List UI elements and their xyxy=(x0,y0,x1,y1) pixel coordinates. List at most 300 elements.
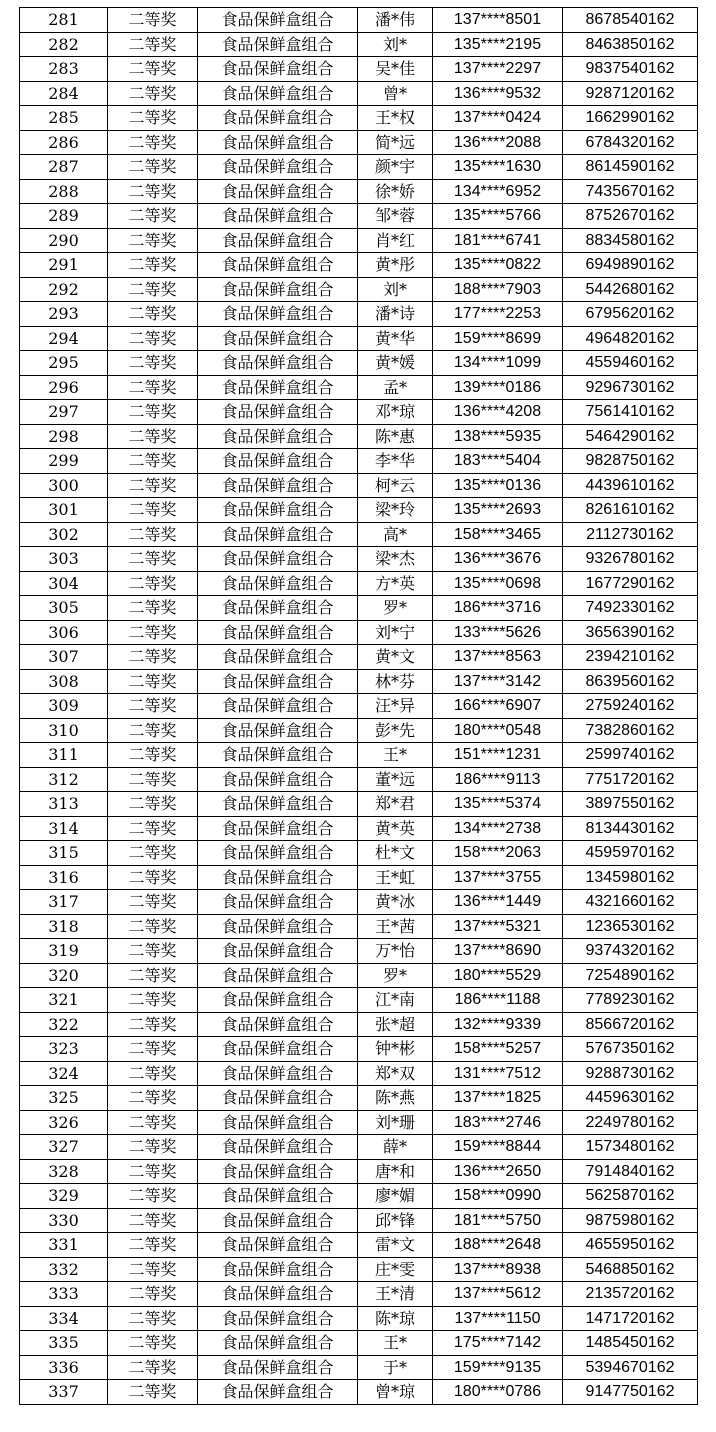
cell-name: 梁*杰 xyxy=(358,547,433,572)
cell-name: 王*权 xyxy=(358,106,433,131)
cell-name: 雷*文 xyxy=(358,1233,433,1258)
cell-index: 323 xyxy=(20,1037,108,1062)
cell-name: 高* xyxy=(358,522,433,547)
cell-name: 钟*彬 xyxy=(358,1037,433,1062)
cell-code: 2249780162 xyxy=(563,1110,698,1135)
cell-item: 食品保鲜盒组合 xyxy=(198,571,358,596)
cell-prize: 二等奖 xyxy=(108,1282,198,1307)
cell-prize: 二等奖 xyxy=(108,302,198,327)
cell-prize: 二等奖 xyxy=(108,1355,198,1380)
cell-name: 郑*双 xyxy=(358,1061,433,1086)
cell-prize: 二等奖 xyxy=(108,81,198,106)
cell-index: 335 xyxy=(20,1331,108,1356)
cell-phone: 133****5626 xyxy=(433,620,563,645)
cell-code: 8463850162 xyxy=(563,32,698,57)
cell-name: 李*华 xyxy=(358,449,433,474)
cell-prize: 二等奖 xyxy=(108,1012,198,1037)
cell-name: 汪*异 xyxy=(358,694,433,719)
cell-code: 7382860162 xyxy=(563,718,698,743)
cell-code: 9147750162 xyxy=(563,1380,698,1405)
cell-index: 297 xyxy=(20,400,108,425)
cell-prize: 二等奖 xyxy=(108,57,198,82)
table-row xyxy=(20,400,698,425)
cell-code: 8639560162 xyxy=(563,669,698,694)
cell-code: 8261610162 xyxy=(563,498,698,523)
cell-phone: 137****3142 xyxy=(433,669,563,694)
cell-phone: 151****1231 xyxy=(433,743,563,768)
cell-index: 312 xyxy=(20,767,108,792)
cell-name: 罗* xyxy=(358,596,433,621)
table-row xyxy=(20,988,698,1013)
cell-prize: 二等奖 xyxy=(108,645,198,670)
cell-code: 7914840162 xyxy=(563,1159,698,1184)
table-row xyxy=(20,228,698,253)
cell-code: 2394210162 xyxy=(563,645,698,670)
cell-phone: 135****0822 xyxy=(433,253,563,278)
cell-prize: 二等奖 xyxy=(108,424,198,449)
cell-item: 食品保鲜盒组合 xyxy=(198,449,358,474)
cell-index: 331 xyxy=(20,1233,108,1258)
cell-index: 289 xyxy=(20,204,108,229)
table-row xyxy=(20,1110,698,1135)
cell-item: 食品保鲜盒组合 xyxy=(198,694,358,719)
table-row xyxy=(20,277,698,302)
cell-code: 9288730162 xyxy=(563,1061,698,1086)
cell-prize: 二等奖 xyxy=(108,963,198,988)
table-row xyxy=(20,645,698,670)
cell-name: 黄*冰 xyxy=(358,890,433,915)
cell-prize: 二等奖 xyxy=(108,130,198,155)
cell-name: 曾* xyxy=(358,81,433,106)
cell-index: 308 xyxy=(20,669,108,694)
cell-phone: 134****2738 xyxy=(433,816,563,841)
table-row xyxy=(20,81,698,106)
cell-name: 潘*诗 xyxy=(358,302,433,327)
cell-index: 291 xyxy=(20,253,108,278)
cell-code: 7789230162 xyxy=(563,988,698,1013)
cell-name: 杜*文 xyxy=(358,841,433,866)
cell-item: 食品保鲜盒组合 xyxy=(198,351,358,376)
cell-item: 食品保鲜盒组合 xyxy=(198,473,358,498)
cell-code: 2599740162 xyxy=(563,743,698,768)
cell-phone: 180****0786 xyxy=(433,1380,563,1405)
cell-name: 吴*佳 xyxy=(358,57,433,82)
cell-index: 336 xyxy=(20,1355,108,1380)
cell-index: 298 xyxy=(20,424,108,449)
table-row xyxy=(20,8,698,33)
cell-item: 食品保鲜盒组合 xyxy=(198,718,358,743)
table-row xyxy=(20,302,698,327)
cell-item: 食品保鲜盒组合 xyxy=(198,424,358,449)
cell-code: 4439610162 xyxy=(563,473,698,498)
cell-prize: 二等奖 xyxy=(108,253,198,278)
cell-phone: 136****3676 xyxy=(433,547,563,572)
cell-item: 食品保鲜盒组合 xyxy=(198,596,358,621)
cell-item: 食品保鲜盒组合 xyxy=(198,743,358,768)
cell-phone: 135****5374 xyxy=(433,792,563,817)
cell-phone: 136****1449 xyxy=(433,890,563,915)
table-row xyxy=(20,1086,698,1111)
cell-code: 4655950162 xyxy=(563,1233,698,1258)
cell-prize: 二等奖 xyxy=(108,596,198,621)
cell-item: 食品保鲜盒组合 xyxy=(198,106,358,131)
cell-index: 330 xyxy=(20,1208,108,1233)
cell-code: 8834580162 xyxy=(563,228,698,253)
cell-name: 邹*蓉 xyxy=(358,204,433,229)
cell-phone: 139****0186 xyxy=(433,375,563,400)
cell-index: 317 xyxy=(20,890,108,915)
cell-prize: 二等奖 xyxy=(108,571,198,596)
cell-item: 食品保鲜盒组合 xyxy=(198,375,358,400)
cell-index: 322 xyxy=(20,1012,108,1037)
cell-prize: 二等奖 xyxy=(108,375,198,400)
cell-phone: 159****8844 xyxy=(433,1135,563,1160)
cell-phone: 131****7512 xyxy=(433,1061,563,1086)
cell-index: 295 xyxy=(20,351,108,376)
cell-index: 292 xyxy=(20,277,108,302)
table-row xyxy=(20,1306,698,1331)
cell-code: 9837540162 xyxy=(563,57,698,82)
cell-index: 299 xyxy=(20,449,108,474)
cell-name: 陈*惠 xyxy=(358,424,433,449)
table-row xyxy=(20,571,698,596)
cell-item: 食品保鲜盒组合 xyxy=(198,155,358,180)
cell-name: 黄*英 xyxy=(358,816,433,841)
cell-prize: 二等奖 xyxy=(108,743,198,768)
cell-prize: 二等奖 xyxy=(108,1184,198,1209)
cell-item: 食品保鲜盒组合 xyxy=(198,1037,358,1062)
cell-item: 食品保鲜盒组合 xyxy=(198,1257,358,1282)
cell-item: 食品保鲜盒组合 xyxy=(198,988,358,1013)
cell-name: 王* xyxy=(358,743,433,768)
cell-prize: 二等奖 xyxy=(108,547,198,572)
table-row xyxy=(20,1282,698,1307)
cell-code: 3897550162 xyxy=(563,792,698,817)
table-row xyxy=(20,547,698,572)
cell-name: 王*清 xyxy=(358,1282,433,1307)
cell-name: 刘*珊 xyxy=(358,1110,433,1135)
cell-name: 王*虹 xyxy=(358,865,433,890)
cell-item: 食品保鲜盒组合 xyxy=(198,620,358,645)
cell-prize: 二等奖 xyxy=(108,326,198,351)
cell-phone: 137****5612 xyxy=(433,1282,563,1307)
cell-prize: 二等奖 xyxy=(108,106,198,131)
cell-name: 董*远 xyxy=(358,767,433,792)
cell-prize: 二等奖 xyxy=(108,204,198,229)
cell-prize: 二等奖 xyxy=(108,1257,198,1282)
cell-item: 食品保鲜盒组合 xyxy=(198,963,358,988)
cell-prize: 二等奖 xyxy=(108,1331,198,1356)
cell-item: 食品保鲜盒组合 xyxy=(198,1061,358,1086)
cell-item: 食品保鲜盒组合 xyxy=(198,841,358,866)
cell-item: 食品保鲜盒组合 xyxy=(198,792,358,817)
table-row xyxy=(20,204,698,229)
cell-code: 4595970162 xyxy=(563,841,698,866)
cell-prize: 二等奖 xyxy=(108,1306,198,1331)
cell-item: 食品保鲜盒组合 xyxy=(198,400,358,425)
cell-phone: 180****0548 xyxy=(433,718,563,743)
cell-index: 305 xyxy=(20,596,108,621)
cell-prize: 二等奖 xyxy=(108,1208,198,1233)
table-row xyxy=(20,179,698,204)
table-row xyxy=(20,473,698,498)
cell-name: 黄*彤 xyxy=(358,253,433,278)
cell-code: 5464290162 xyxy=(563,424,698,449)
cell-name: 颜*宇 xyxy=(358,155,433,180)
table-row xyxy=(20,1233,698,1258)
cell-code: 6949890162 xyxy=(563,253,698,278)
cell-item: 食品保鲜盒组合 xyxy=(198,1282,358,1307)
cell-name: 张*超 xyxy=(358,1012,433,1037)
table-row xyxy=(20,1257,698,1282)
cell-code: 5468850162 xyxy=(563,1257,698,1282)
table-row xyxy=(20,841,698,866)
cell-prize: 二等奖 xyxy=(108,914,198,939)
cell-name: 徐*娇 xyxy=(358,179,433,204)
cell-index: 281 xyxy=(20,8,108,33)
cell-index: 288 xyxy=(20,179,108,204)
cell-code: 1662990162 xyxy=(563,106,698,131)
cell-code: 2759240162 xyxy=(563,694,698,719)
cell-name: 方*英 xyxy=(358,571,433,596)
cell-index: 296 xyxy=(20,375,108,400)
table-row xyxy=(20,743,698,768)
cell-name: 江*南 xyxy=(358,988,433,1013)
cell-item: 食品保鲜盒组合 xyxy=(198,816,358,841)
cell-prize: 二等奖 xyxy=(108,498,198,523)
cell-item: 食品保鲜盒组合 xyxy=(198,1306,358,1331)
table-row xyxy=(20,449,698,474)
cell-prize: 二等奖 xyxy=(108,228,198,253)
cell-code: 7492330162 xyxy=(563,596,698,621)
table-row xyxy=(20,1355,698,1380)
cell-prize: 二等奖 xyxy=(108,694,198,719)
cell-index: 321 xyxy=(20,988,108,1013)
cell-code: 2135720162 xyxy=(563,1282,698,1307)
cell-index: 327 xyxy=(20,1135,108,1160)
cell-code: 8134430162 xyxy=(563,816,698,841)
cell-prize: 二等奖 xyxy=(108,277,198,302)
cell-name: 王* xyxy=(358,1331,433,1356)
cell-phone: 135****5766 xyxy=(433,204,563,229)
cell-index: 303 xyxy=(20,547,108,572)
cell-code: 2112730162 xyxy=(563,522,698,547)
cell-phone: 177****2253 xyxy=(433,302,563,327)
cell-code: 5767350162 xyxy=(563,1037,698,1062)
cell-phone: 183****5404 xyxy=(433,449,563,474)
cell-code: 9374320162 xyxy=(563,939,698,964)
cell-phone: 137****1150 xyxy=(433,1306,563,1331)
cell-item: 食品保鲜盒组合 xyxy=(198,1233,358,1258)
cell-item: 食品保鲜盒组合 xyxy=(198,669,358,694)
cell-item: 食品保鲜盒组合 xyxy=(198,277,358,302)
cell-index: 301 xyxy=(20,498,108,523)
cell-name: 刘* xyxy=(358,277,433,302)
cell-item: 食品保鲜盒组合 xyxy=(198,57,358,82)
cell-phone: 186****3716 xyxy=(433,596,563,621)
table-row xyxy=(20,890,698,915)
cell-name: 孟* xyxy=(358,375,433,400)
cell-phone: 180****5529 xyxy=(433,963,563,988)
cell-phone: 159****9135 xyxy=(433,1355,563,1380)
cell-code: 1236530162 xyxy=(563,914,698,939)
table-row xyxy=(20,1135,698,1160)
cell-code: 4559460162 xyxy=(563,351,698,376)
cell-code: 4321660162 xyxy=(563,890,698,915)
cell-item: 食品保鲜盒组合 xyxy=(198,302,358,327)
cell-item: 食品保鲜盒组合 xyxy=(198,1086,358,1111)
cell-phone: 137****8938 xyxy=(433,1257,563,1282)
cell-name: 柯*云 xyxy=(358,473,433,498)
cell-phone: 159****8699 xyxy=(433,326,563,351)
cell-phone: 135****2195 xyxy=(433,32,563,57)
cell-item: 食品保鲜盒组合 xyxy=(198,8,358,33)
cell-item: 食品保鲜盒组合 xyxy=(198,890,358,915)
table-row xyxy=(20,498,698,523)
cell-prize: 二等奖 xyxy=(108,767,198,792)
cell-phone: 181****6741 xyxy=(433,228,563,253)
cell-phone: 135****2693 xyxy=(433,498,563,523)
cell-code: 8678540162 xyxy=(563,8,698,33)
cell-name: 肖*红 xyxy=(358,228,433,253)
cell-item: 食品保鲜盒组合 xyxy=(198,1135,358,1160)
cell-index: 287 xyxy=(20,155,108,180)
cell-name: 曾*琼 xyxy=(358,1380,433,1405)
cell-item: 食品保鲜盒组合 xyxy=(198,1331,358,1356)
cell-code: 8566720162 xyxy=(563,1012,698,1037)
cell-phone: 136****2088 xyxy=(433,130,563,155)
winners-table-body xyxy=(20,8,698,1405)
cell-phone: 181****5750 xyxy=(433,1208,563,1233)
cell-item: 食品保鲜盒组合 xyxy=(198,1110,358,1135)
cell-item: 食品保鲜盒组合 xyxy=(198,228,358,253)
cell-name: 彭*先 xyxy=(358,718,433,743)
table-row xyxy=(20,792,698,817)
cell-phone: 138****5935 xyxy=(433,424,563,449)
cell-phone: 166****6907 xyxy=(433,694,563,719)
cell-index: 326 xyxy=(20,1110,108,1135)
cell-index: 337 xyxy=(20,1380,108,1405)
cell-phone: 175****7142 xyxy=(433,1331,563,1356)
cell-prize: 二等奖 xyxy=(108,1110,198,1135)
cell-name: 潘*伟 xyxy=(358,8,433,33)
cell-prize: 二等奖 xyxy=(108,669,198,694)
cell-phone: 188****7903 xyxy=(433,277,563,302)
cell-item: 食品保鲜盒组合 xyxy=(198,179,358,204)
cell-index: 310 xyxy=(20,718,108,743)
cell-name: 廖*媚 xyxy=(358,1184,433,1209)
cell-name: 薛* xyxy=(358,1135,433,1160)
cell-index: 311 xyxy=(20,743,108,768)
cell-code: 6795620162 xyxy=(563,302,698,327)
cell-code: 5442680162 xyxy=(563,277,698,302)
cell-item: 食品保鲜盒组合 xyxy=(198,130,358,155)
cell-item: 食品保鲜盒组合 xyxy=(198,1159,358,1184)
cell-index: 318 xyxy=(20,914,108,939)
cell-phone: 137****3755 xyxy=(433,865,563,890)
cell-name: 黄*媛 xyxy=(358,351,433,376)
cell-phone: 136****2650 xyxy=(433,1159,563,1184)
cell-name: 万*怡 xyxy=(358,939,433,964)
cell-index: 316 xyxy=(20,865,108,890)
table-row xyxy=(20,816,698,841)
cell-phone: 186****9113 xyxy=(433,767,563,792)
table-row xyxy=(20,718,698,743)
cell-prize: 二等奖 xyxy=(108,620,198,645)
cell-index: 293 xyxy=(20,302,108,327)
cell-index: 334 xyxy=(20,1306,108,1331)
cell-code: 1471720162 xyxy=(563,1306,698,1331)
cell-phone: 137****8690 xyxy=(433,939,563,964)
cell-index: 320 xyxy=(20,963,108,988)
table-row xyxy=(20,1331,698,1356)
cell-phone: 135****0698 xyxy=(433,571,563,596)
table-row xyxy=(20,106,698,131)
cell-index: 333 xyxy=(20,1282,108,1307)
cell-phone: 158****5257 xyxy=(433,1037,563,1062)
cell-item: 食品保鲜盒组合 xyxy=(198,547,358,572)
cell-index: 307 xyxy=(20,645,108,670)
cell-code: 1345980162 xyxy=(563,865,698,890)
cell-phone: 136****4208 xyxy=(433,400,563,425)
cell-index: 325 xyxy=(20,1086,108,1111)
cell-index: 304 xyxy=(20,571,108,596)
cell-name: 罗* xyxy=(358,963,433,988)
cell-prize: 二等奖 xyxy=(108,939,198,964)
cell-prize: 二等奖 xyxy=(108,351,198,376)
cell-phone: 137****1825 xyxy=(433,1086,563,1111)
cell-name: 郑*君 xyxy=(358,792,433,817)
cell-phone: 137****5321 xyxy=(433,914,563,939)
table-row xyxy=(20,939,698,964)
table-row xyxy=(20,1184,698,1209)
table-row xyxy=(20,522,698,547)
cell-index: 290 xyxy=(20,228,108,253)
cell-index: 306 xyxy=(20,620,108,645)
cell-phone: 137****0424 xyxy=(433,106,563,131)
cell-prize: 二等奖 xyxy=(108,988,198,1013)
cell-item: 食品保鲜盒组合 xyxy=(198,1012,358,1037)
cell-code: 4459630162 xyxy=(563,1086,698,1111)
cell-code: 9828750162 xyxy=(563,449,698,474)
cell-index: 329 xyxy=(20,1184,108,1209)
cell-index: 294 xyxy=(20,326,108,351)
cell-prize: 二等奖 xyxy=(108,1159,198,1184)
cell-name: 黄*文 xyxy=(358,645,433,670)
cell-code: 4964820162 xyxy=(563,326,698,351)
cell-prize: 二等奖 xyxy=(108,400,198,425)
cell-phone: 137****8563 xyxy=(433,645,563,670)
cell-item: 食品保鲜盒组合 xyxy=(198,32,358,57)
cell-code: 5394670162 xyxy=(563,1355,698,1380)
cell-prize: 二等奖 xyxy=(108,522,198,547)
cell-index: 286 xyxy=(20,130,108,155)
cell-phone: 135****1630 xyxy=(433,155,563,180)
table-row xyxy=(20,669,698,694)
cell-phone: 183****2746 xyxy=(433,1110,563,1135)
cell-prize: 二等奖 xyxy=(108,1233,198,1258)
table-row xyxy=(20,694,698,719)
cell-phone: 134****6952 xyxy=(433,179,563,204)
table-row xyxy=(20,1208,698,1233)
cell-code: 7435670162 xyxy=(563,179,698,204)
cell-code: 6784320162 xyxy=(563,130,698,155)
cell-item: 食品保鲜盒组合 xyxy=(198,326,358,351)
cell-name: 黄*华 xyxy=(358,326,433,351)
cell-index: 332 xyxy=(20,1257,108,1282)
cell-item: 食品保鲜盒组合 xyxy=(198,645,358,670)
table-row xyxy=(20,130,698,155)
